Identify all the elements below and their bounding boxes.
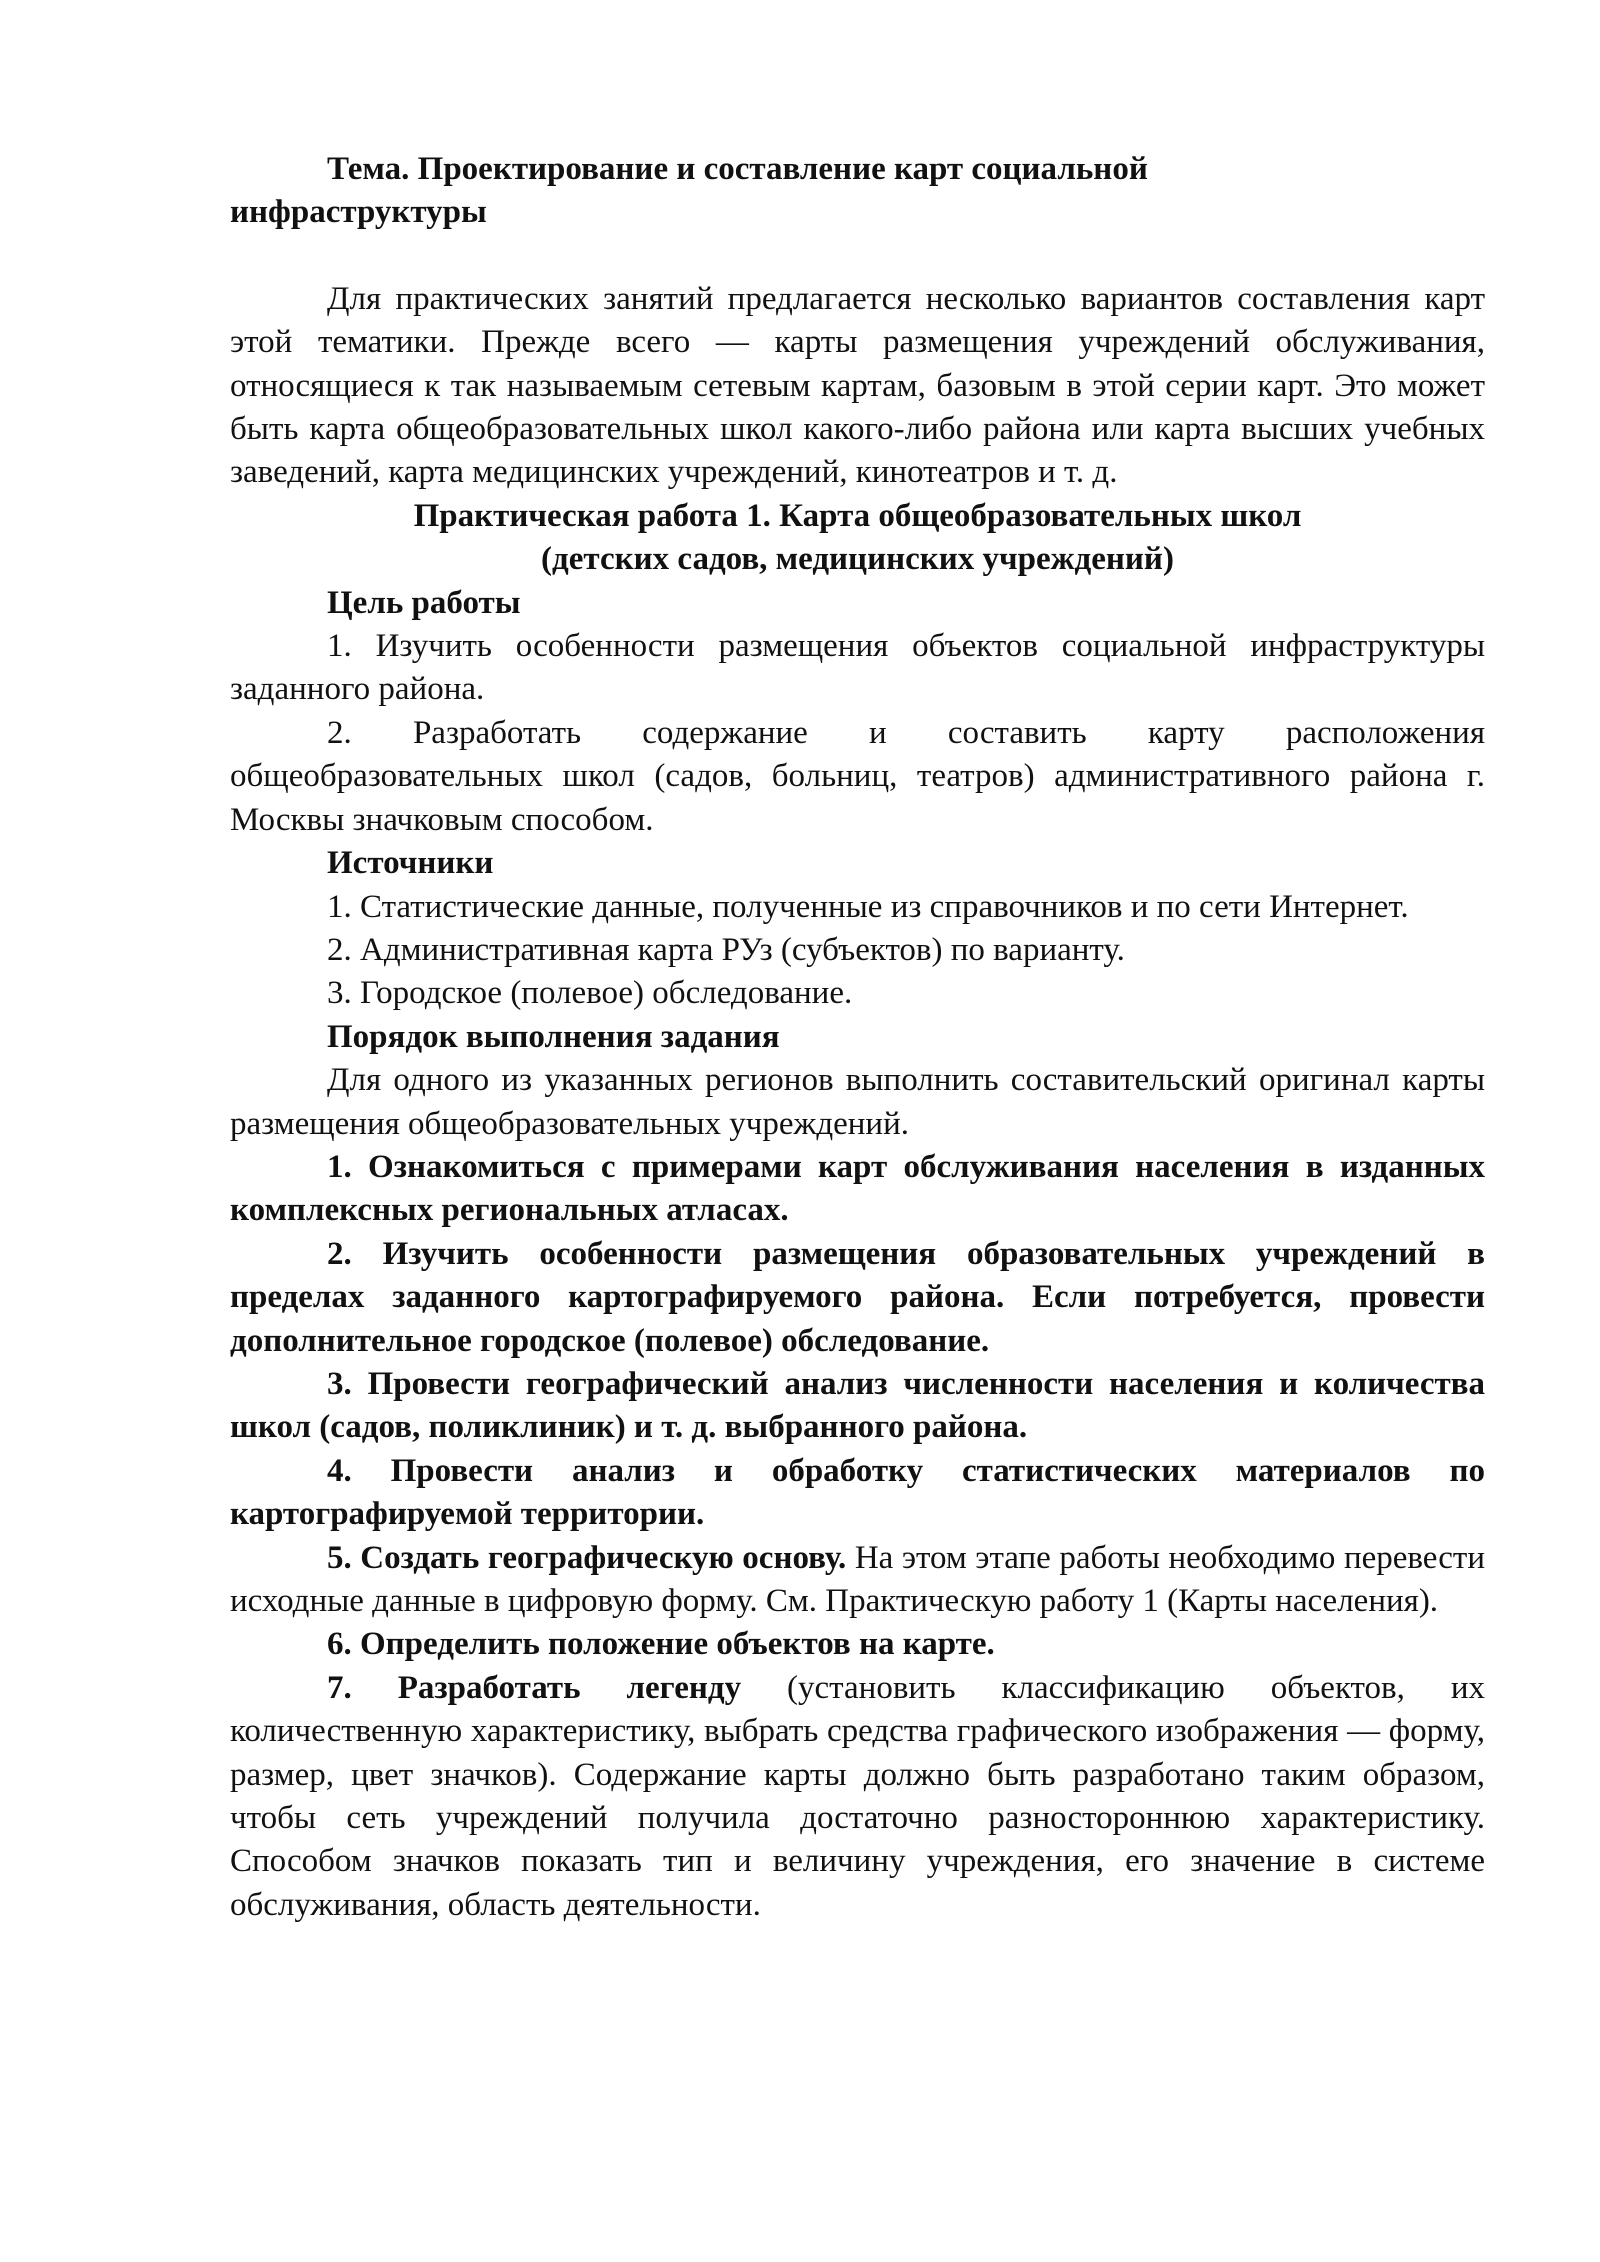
step-bold: 6. Определить положение объектов на карте. [327,1626,995,1663]
step-bold: 1. Ознакомиться с примерами карт обслуживания населения в изданных комплексных региональных атласах. [230,1148,1485,1229]
step-bold: 5. Создать географическую основу. [327,1539,847,1576]
step-item [230,1146,1485,1233]
source-item: 2. Административная карта РУз (субъектов) по варианту. [327,931,1125,968]
step-rest: На этом этапе работы необходимо перевести исходные данные в цифровую форму. См. Практическую работу 1 (Карты населения). [230,1539,1485,1619]
goal-item: 1. Изучить особенности размещения объектов социальной инфраструктуры заданного района. [230,628,1485,708]
step-item [230,1363,1485,1450]
work-title-line-1: Практическая работа 1. Карта общеобразовательных школ [413,497,1302,534]
source-item: 3. Городское (полевое) обследование. [327,975,853,1012]
spacer [230,235,1485,278]
order-intro: Для одного из указанных регионов выполнить составительский оригинал карты размещения общеобразовательных учреждений. [230,1062,1485,1142]
step-bold: 3. Провести географический анализ численности населения и количества школ (садов, поликлиник) и т. д. выбранного района. [230,1365,1485,1446]
work-title-line-2: (детских садов, медицинских учреждений) [541,541,1174,578]
order-heading: Порядок выполнения задания [327,1018,780,1055]
step-bold: 2. Изучить особенности размещения образовательных учреждений в пределах заданного картографируемого района. Если потребуется, провести дополнительное городское (полевое) обследование. [230,1235,1485,1359]
step-rest: (установить классификацию объектов, их количественную характеристику, выбрать средства графического изображения — форму, размер, цвет значков). Содержание карты должно быть разработано таким образом, чтобы сеть учреждений получила достаточно разностороннюю характеристику. Способом значков показать тип и величину учреждения, его значение в системе обслуживания, область деятельности. [230,1669,1485,1923]
source-item: 1. Статистические данные, полученные из справочников и по сети Интернет. [327,888,1409,925]
step-item [230,1450,1485,1537]
step-item [230,1623,1485,1666]
intro-paragraph: Для практических занятий предлагается несколько вариантов составления карт этой тематики. Прежде всего — карты размещения учреждений обслуживания, относящиеся к так называемым сетевым картам, базовым в этой серии карт. Это может быть карта общеобразовательных школ какого-либо района или карта высших учебных заведений, карта медицинских учреждений, кинотеатров и т. д. [230,280,1485,491]
document-title: Тема. Проектирование и составление карт социальной инфраструктуры [230,151,1148,231]
step-item [230,1667,1485,1927]
goal-item: 2. Разработать содержание и составить карту расположения общеобразовательных школ (садов, больниц, театров) административного района г. Москвы значковым способом. [230,714,1485,838]
step-bold: 4. Провести анализ и обработку статистических материалов по картографируемой территории. [230,1452,1485,1533]
goal-heading: Цель работы [327,584,521,621]
document-page [230,148,1485,1927]
sources-heading: Источники [327,845,494,882]
step-bold: 7. Разработать легенду [327,1669,742,1706]
step-item [230,1537,1485,1624]
step-item [230,1233,1485,1363]
